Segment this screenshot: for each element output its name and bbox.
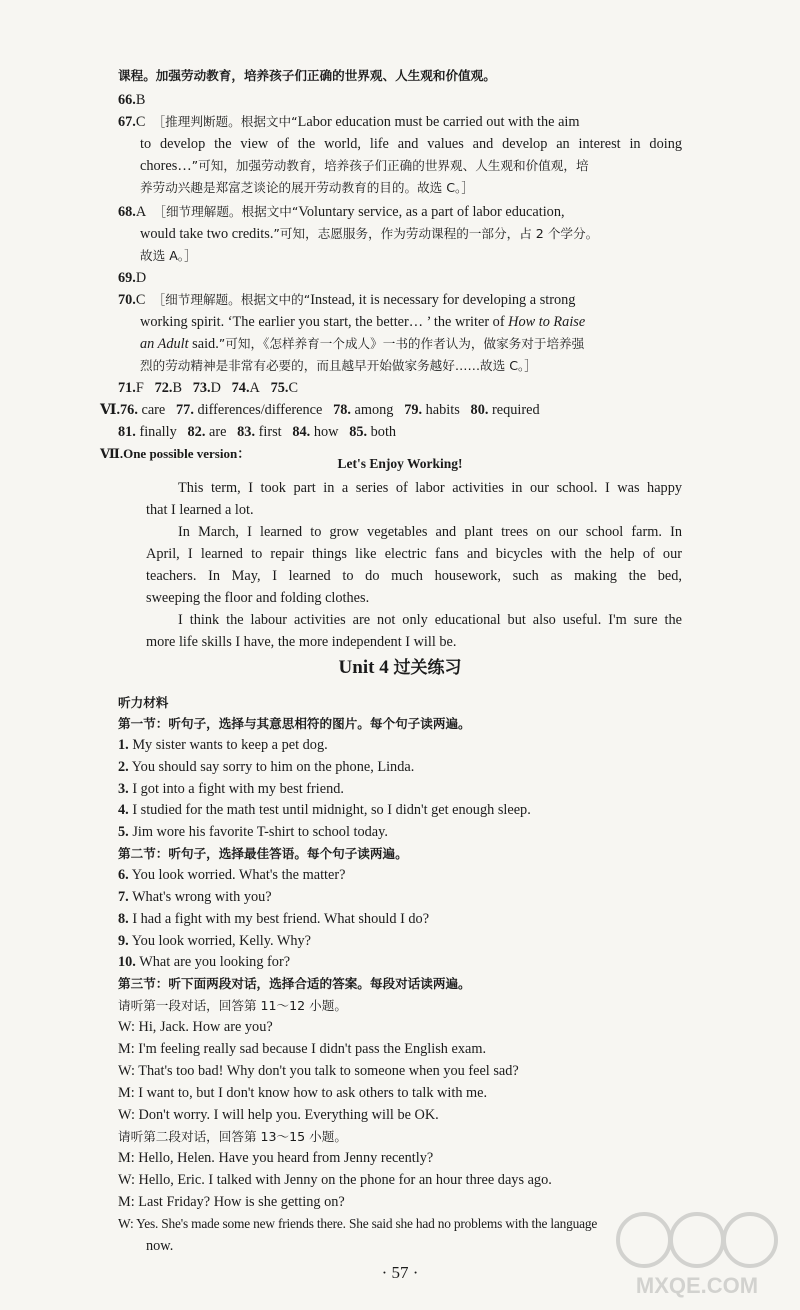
question-number: 68.: [118, 204, 136, 220]
answer-word: required: [492, 402, 540, 418]
essay-line: teachers. In May, I learned to do much housework, such as making the bed,: [146, 568, 682, 584]
dialogue-line: M: I'm feeling really sad because I didn't pass the English exam.: [118, 1041, 487, 1057]
answer-letter: C: [135, 292, 146, 308]
page-number: · 57 ·: [381, 1263, 419, 1282]
answer-word: are: [208, 424, 227, 440]
question-number: 72.: [154, 380, 173, 396]
dialogue-line: M: Hello, Helen. Have you heard from Jenny recently?: [118, 1150, 434, 1166]
item-text: My sister wants to keep a pet dog.: [132, 737, 328, 753]
explanation-en: would take two credits.: [140, 226, 274, 242]
listening-item: [118, 909, 429, 929]
item-number: 8.: [118, 911, 129, 927]
dialogue-line: M: I want to, but I don't know how to ask others to talk with me.: [118, 1085, 488, 1101]
item-text: I got into a fight with my best friend.: [132, 781, 344, 797]
listening-item: [118, 757, 414, 777]
listening-item: [118, 779, 344, 799]
answer-letter: C: [288, 380, 299, 396]
item-number: 4.: [118, 802, 129, 818]
item-text: You should say sorry to him on the phone, Linda.: [131, 759, 415, 775]
item-number: 10.: [118, 954, 136, 970]
item-number: 5.: [118, 824, 129, 840]
dialogue-line: W: That's too bad! Why don't you talk to someone when you feel sad?: [118, 1063, 519, 1079]
section-roman: Ⅶ.: [100, 446, 124, 461]
answer-67: [118, 112, 682, 132]
unit-title: [0, 656, 800, 680]
explanation-cn: ［细节理解题。根据文中“: [153, 204, 299, 219]
explanation-en: Voluntary service, as a part of labor education,: [298, 204, 565, 220]
answer-letter: B: [172, 380, 182, 396]
dialogue-2-intro: 请听第二段对话，回答第 13～15 小题。: [118, 1129, 347, 1144]
question-number: 71.: [118, 380, 136, 396]
dialogue-line: W: Hi, Jack. How are you?: [118, 1019, 273, 1035]
explanation-line: [140, 334, 584, 354]
dialogue-line: M: Last Friday? How is she getting on?: [118, 1194, 345, 1210]
listening-part1: 第一节：听句子，选择与其意思相符的图片。每个句子读两遍。: [118, 716, 471, 731]
listening-item: [118, 822, 388, 842]
answers-71-75: [118, 378, 298, 398]
watermark-text: MXQE.COM: [635, 1273, 759, 1298]
item-text: You look worried. What's the matter?: [131, 867, 346, 883]
listening-item: [118, 735, 328, 755]
watermark-ring: [724, 1214, 776, 1266]
listening-heading: 听力材料: [118, 695, 169, 710]
unit-title-cn: 过关练习: [393, 658, 462, 678]
question-number: 80.: [470, 402, 489, 418]
answer-word: first: [258, 424, 282, 440]
listening-item: [118, 865, 345, 885]
answer-letter: D: [135, 270, 147, 286]
explanation-en: chores…: [140, 158, 192, 174]
answer-letter: F: [135, 380, 144, 396]
item-text: What are you looking for?: [139, 954, 291, 970]
question-number: 73.: [192, 380, 211, 396]
explanation-en: Instead, it is necessary for developing a strong: [310, 292, 576, 308]
watermark-ring: [671, 1214, 723, 1266]
essay-line: more life skills I have, the more independent I will be.: [146, 634, 457, 650]
answer-word: differences/difference: [197, 402, 323, 418]
item-number: 9.: [118, 933, 129, 949]
answer-letter: C: [135, 114, 146, 130]
explanation-cn: ”可知，加强劳动教育，培养孩子们正确的世界观、人生观和价值观，培: [191, 158, 589, 173]
explanation-cn: ”可知，《怎样养育一个成人》一书的作者认为，做家务对于培养强: [218, 336, 585, 351]
question-number: 76.: [120, 402, 138, 418]
question-number: 70.: [118, 292, 136, 308]
dialogue-1-intro: 请听第一段对话，回答第 11～12 小题。: [118, 998, 347, 1013]
answer-letter: A: [249, 380, 260, 396]
explanation-en: working spirit. ‘The earlier you start, the better… ’ the writer of: [140, 314, 509, 330]
section-label: One possible version：: [123, 446, 251, 461]
book-title: How to Raise: [508, 314, 586, 330]
question-number: 82.: [187, 424, 206, 440]
question-number: 84.: [292, 424, 311, 440]
answer-letter: A: [135, 204, 147, 220]
answer-word: finally: [139, 424, 177, 440]
essay-line: In March, I learned to grow vegetables and plant trees on our school farm. In: [178, 524, 682, 540]
item-number: 7.: [118, 889, 129, 905]
explanation-cn: ”可知，志愿服务，作为劳动课程的一部分，占 2 个学分。: [273, 226, 599, 241]
item-text: What's wrong with you?: [132, 889, 272, 905]
item-text: You look worried, Kelly. Why?: [131, 933, 312, 949]
watermark-logo: [602, 1205, 792, 1300]
question-number: 66.: [118, 92, 136, 108]
listening-item: [118, 800, 531, 820]
explanation-line: 养劳动兴趣是郑富芝谈论的展开劳动教育的目的。故选 C。］: [140, 180, 474, 195]
question-number: 83.: [237, 424, 256, 440]
continued-text-line: 课程。加强劳动教育，培养孩子们正确的世界观、人生观和价值观。: [118, 68, 496, 83]
question-number: 75.: [270, 380, 289, 396]
item-text: Jim wore his favorite T-shirt to school today.: [132, 824, 388, 840]
listening-part2: 第二节：听句子，选择最佳答语。每个句子读两遍。: [118, 846, 408, 861]
section-6-row2: [118, 422, 396, 442]
question-number: 77.: [176, 402, 194, 418]
answer-68: [118, 202, 565, 222]
answer-letter: B: [135, 92, 146, 108]
dialogue-line: W: Don't worry. I will help you. Everything will be OK.: [118, 1107, 439, 1123]
dialogue-line: W: Yes. She's made some new friends there. She said she had no problems with the language: [118, 1216, 598, 1231]
listening-item: [118, 952, 290, 972]
explanation-cn: ［推理判断题。根据文中“: [152, 114, 298, 129]
item-text: I studied for the math test until midnight, so I didn't get enough sleep.: [132, 802, 531, 818]
item-number: 3.: [118, 781, 129, 797]
listening-item: [118, 887, 272, 907]
essay-line: April, I learned to repair things like electric fans and bicycles with the help of our: [146, 546, 682, 562]
watermark-ring: [618, 1214, 670, 1266]
answer-69: [118, 268, 146, 288]
question-number: 78.: [333, 402, 351, 418]
essay-line: This term, I took part in a series of labor activities in our school. I was happy: [178, 480, 682, 496]
dialogue-line: now.: [146, 1238, 174, 1254]
explanation-en: Labor education must be carried out with the aim: [297, 114, 580, 130]
listening-item: [118, 931, 311, 951]
essay-line: sweeping the floor and folding clothes.: [146, 590, 370, 606]
explanation-cn: ［细节理解题。根据文中的“: [152, 292, 311, 307]
question-number: 67.: [118, 114, 136, 130]
explanation-line: 故选 A。］: [140, 248, 197, 263]
explanation-line: [140, 156, 589, 176]
dialogue-line: W: Hello, Eric. I talked with Jenny on the phone for an hour three days ago.: [118, 1172, 552, 1188]
question-number: 85.: [349, 424, 368, 440]
question-number: 74.: [231, 380, 250, 396]
item-number: 1.: [118, 737, 129, 753]
essay-line: I think the labour activities are not only educational but also useful. I'm sure the: [178, 612, 682, 628]
answer-word: both: [370, 424, 397, 440]
question-number: 69.: [118, 270, 136, 286]
explanation-line: 烈的劳动精神是非常有必要的，而且越早开始做家务越好……故选 C。］: [140, 358, 537, 373]
item-number: 2.: [118, 759, 129, 775]
answer-70: [118, 290, 575, 310]
answer-word: care: [141, 402, 166, 418]
essay-line: that I learned a lot.: [146, 502, 254, 518]
item-text: I had a fight with my best friend. What should I do?: [132, 911, 430, 927]
explanation-en: said.: [188, 336, 219, 352]
answer-word: among: [354, 402, 394, 418]
answer-letter: D: [210, 380, 221, 396]
answer-word: habits: [425, 402, 460, 418]
answer-word: how: [313, 424, 339, 440]
section-roman: Ⅵ.: [100, 402, 121, 418]
question-number: 79.: [404, 402, 423, 418]
listening-part3: 第三节：听下面两段对话，选择合适的答案。每段对话读两遍。: [118, 976, 471, 991]
answer-66: [118, 90, 145, 110]
explanation-line: [140, 224, 598, 244]
unit-title-en: Unit 4: [338, 657, 394, 678]
explanation-line: [140, 312, 585, 332]
essay-title: Let's Enjoy Working!: [337, 456, 463, 471]
explanation-line: to develop the view of the world, life and values and develop an interest in doing: [140, 136, 682, 152]
book-title: an Adult: [140, 336, 189, 352]
question-number: 81.: [118, 424, 136, 440]
section-6-row1: [100, 400, 540, 420]
item-number: 6.: [118, 867, 129, 883]
